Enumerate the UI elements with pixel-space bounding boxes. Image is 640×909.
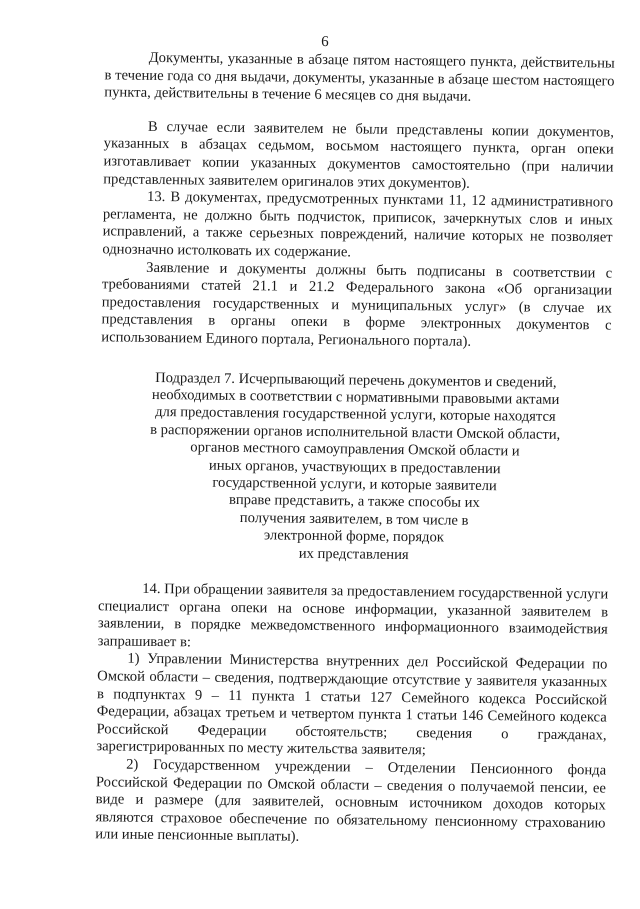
heading-line: в распоряжении органов исполнительной власти Омской области, [150, 421, 561, 443]
paragraph-signature: Заявление и документы должны быть подписаны в соответствии с требованиями статей 21.1 и 21.2 Федерального закона «Об организации предоставления государственных и муниципальных услуг» (в случае их представления в органы опеки в форме электронных документов с использованием Единого портала, Регионального портала). [101, 259, 613, 350]
heading-line: государственной услуги, и которые заявители [212, 474, 497, 495]
heading-line: вправе представить, а также способы их [228, 492, 480, 512]
page-number: 6 [321, 33, 329, 51]
heading-line: для предоставления государственной услуги, которые находятся [155, 404, 556, 426]
paragraph-validity: Документы, указанные в абзаце пятом настоящего пункта, действительны в течение года со дня выдачи, документы, указанные в абзаце шестом настоящего пункта, действительны в течение 6 месяцев со дня выдачи. [104, 49, 615, 106]
heading-line: их представления [298, 545, 409, 563]
heading-line: Подраздел 7. Исчерпывающий перечень документов и сведений, [155, 369, 557, 391]
heading-line: органов местного самоуправления Омской области и [190, 439, 520, 460]
heading-line: электронной форме, порядок [263, 527, 445, 546]
section-heading [99, 369, 611, 567]
heading-line: иных органов, участвующих в предоставлении [208, 457, 501, 477]
heading-line: необходимых в соответствии с нормативными правовыми актами [151, 386, 560, 408]
list-item-2: 2) Государственном учреждении – Отделении Пенсионного фонда Российской Федерации по Омской области – сведения о получаемой пенсии, ее виде и размере (для заявителей, основным источником доходов которых являются страховое обеспечение по обязательному пенсионному страхованию или иные пенсионные выплаты). [95, 756, 607, 846]
paragraph-copies: В случае если заявителем не были представлены копии документов, указанных в абзацах седьмом, восьмом настоящего пункта, орган опеки изготавливает копии указанных документов самостоятельно (при наличии представленных заявителем оригиналов этих документов). [103, 118, 615, 192]
document-body [95, 49, 615, 850]
heading-line: получения заявителем, в том числе в [239, 509, 469, 529]
list-item-1: 1) Управлении Министерства внутренних дел Российской Федерации по Омской области – сведения, подтверждающие отсутствие у заявителя указанных в подпунктах 9 – 11 пункта 1 статьи 127 Семейного кодекса Российской Федерации, абзацах третьем и четвертом пункта 1 статьи 146 Семейного кодекса Российской Федерации обстоятельств; сведения о гражданах, зарегистрированных по месту жительства заявителя; [96, 651, 608, 759]
paragraph-14: 14. При обращении заявителя за предоставлением государственной услуги специалист органа опеки на основе информации, указанной заявителем в заявлении, в порядке межведомственного информационного взаимодействия запрашивает в: [97, 580, 609, 651]
paragraph-13: 13. В документах, предусмотренных пунктами 11, 12 административного регламента, не должно быть подчисток, приписок, зачеркнутых слов и иных исправлений, а также серьезных повреждений, наличие которых не позволяет однозначно истолковать их содержание. [102, 189, 614, 261]
